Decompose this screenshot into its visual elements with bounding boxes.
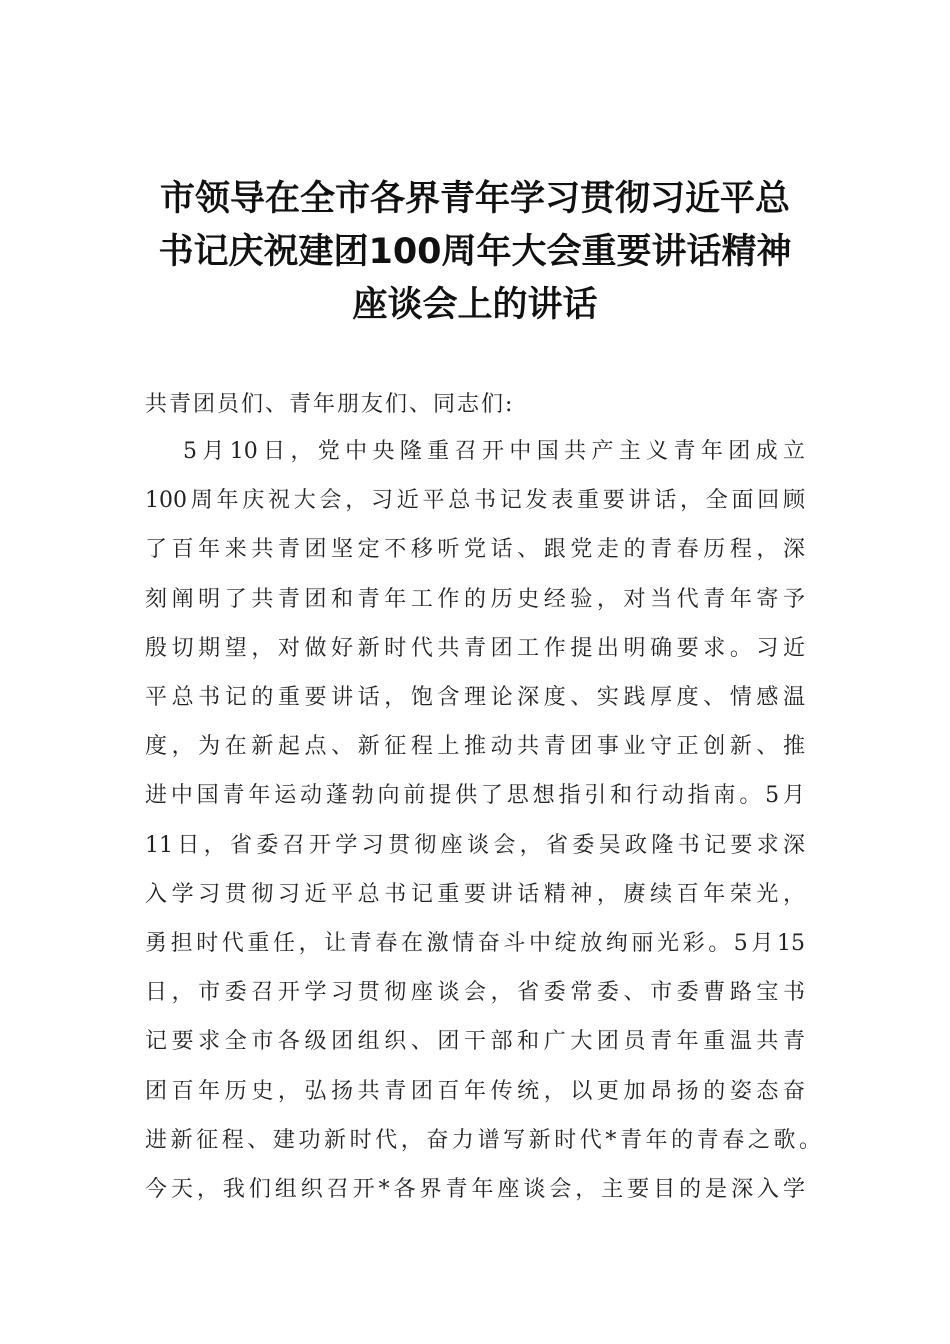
body-paragraph — [145, 427, 825, 1214]
body-line: 入学习贯彻习近平总书记重要讲话精神，赓续百年荣光， — [145, 881, 805, 907]
title-line: 座谈会上的讲话 — [352, 285, 598, 325]
body-line: 刻阐明了共青团和青年工作的历史经验，对当代青年寄予 — [145, 586, 805, 612]
body-line: 进中国青年运动蓬勃向前提供了思想指引和行动指南。5月 — [145, 783, 805, 809]
body-line: 勇担时代重任，让青春在激情奋斗中绽放绚丽光彩。5月15 — [145, 931, 805, 957]
body-line: 5月10日，党中央隆重召开中国共产主义青年团成立 — [183, 439, 805, 464]
body-line: 100周年庆祝大会，习近平总书记发表重要讲话，全面回顾 — [145, 488, 805, 514]
salutation: 共青团员们、青年朋友们、同志们: — [145, 392, 515, 417]
body-line: 团百年历史，弘扬共青团百年传统，以更加昂扬的姿态奋 — [145, 1078, 805, 1104]
body-line: 殷切期望，对做好新时代共青团工作提出明确要求。习近 — [145, 635, 805, 661]
body-line: 记要求全市各级团组织、团干部和广大团员青年重温共青 — [145, 1029, 805, 1055]
body-line: 今天，我们组织召开*各界青年座谈会，主要目的是深入学 — [145, 1177, 805, 1203]
body-line: 日，市委召开学习贯彻座谈会，省委常委、市委曹路宝书 — [145, 980, 805, 1006]
body-line: 了百年来共青团坚定不移听党话、跟党走的青春历程，深 — [145, 537, 805, 563]
body-line: 度，为在新起点、新征程上推动共青团事业守正创新、推 — [145, 734, 805, 760]
body-line: 11日，省委召开学习贯彻座谈会，省委吴政隆书记要求深 — [145, 832, 805, 858]
body-line: 进新征程、建功新时代，奋力谱写新时代*青年的青春之歌。 — [145, 1127, 821, 1153]
body-line: 平总书记的重要讲话，饱含理论深度、实践厚度、情感温 — [145, 685, 805, 711]
title-line: 书记庆祝建团100周年大会重要讲话精神 — [158, 232, 792, 272]
document-title — [140, 173, 810, 332]
title-line: 市领导在全市各界青年学习贯彻习近平总 — [159, 179, 790, 219]
